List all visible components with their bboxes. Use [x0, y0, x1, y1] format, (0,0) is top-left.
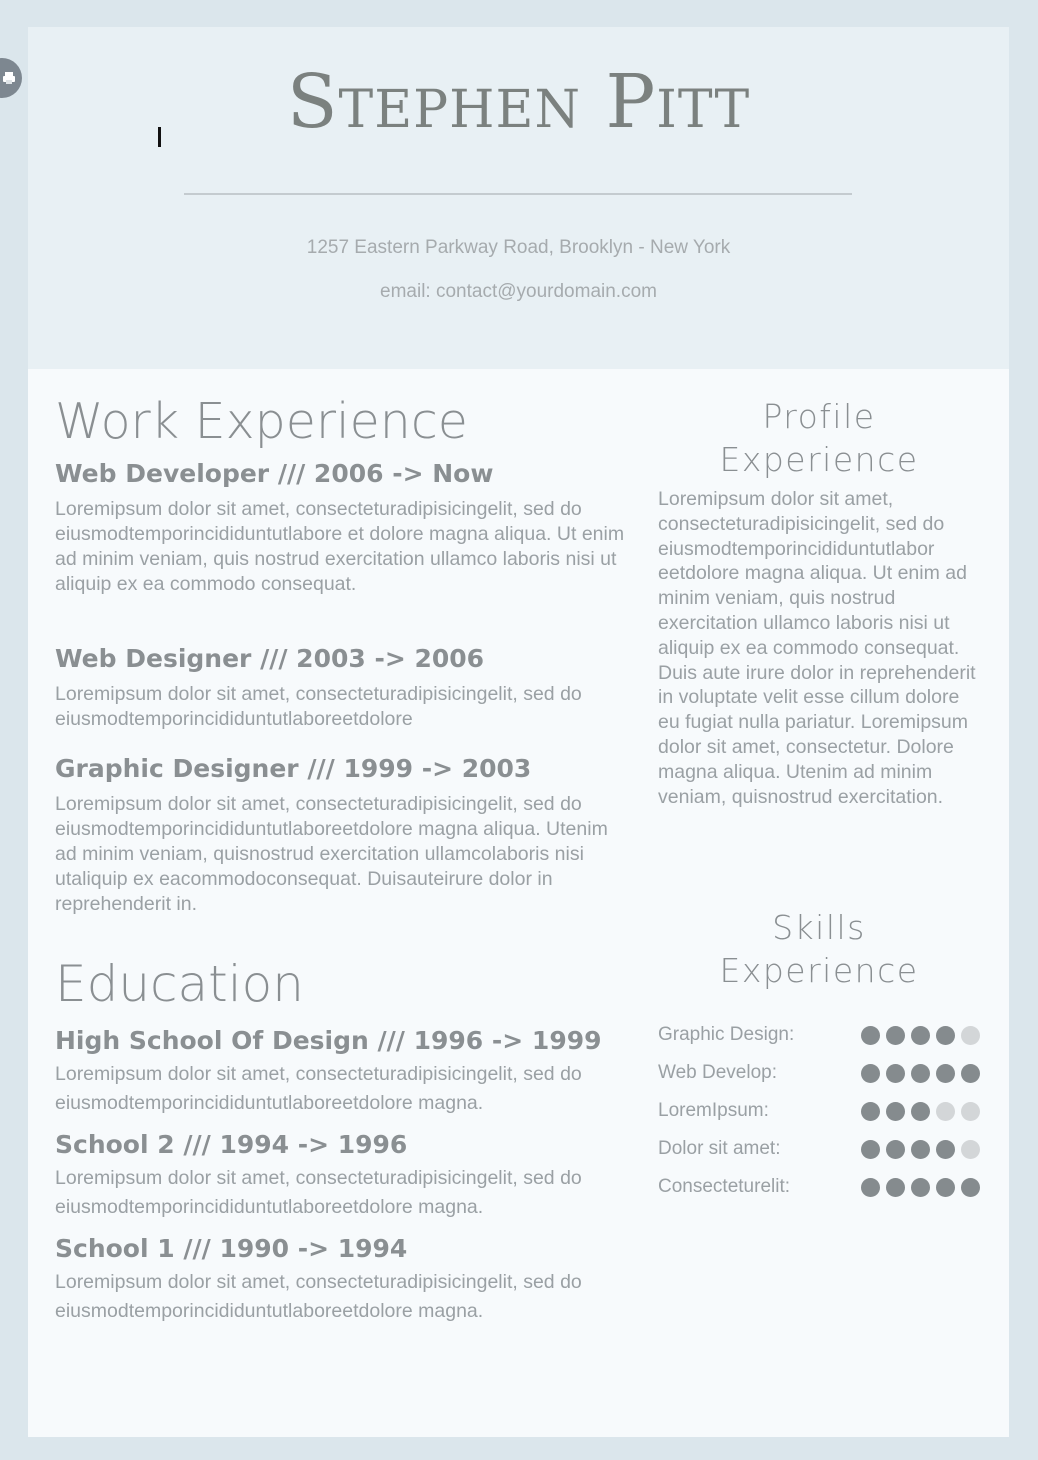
school-title: School 1 /// 1990 -> 1994	[55, 1233, 408, 1263]
side-tab-button[interactable]	[0, 58, 22, 98]
skill-rating	[861, 1102, 980, 1121]
skill-dot-filled	[961, 1178, 980, 1197]
skills-heading-line-2: Experience	[719, 951, 919, 991]
skill-dot-filled	[861, 1026, 880, 1045]
side-column	[658, 395, 980, 1206]
school-title: School 2 /// 1994 -> 1996	[55, 1129, 408, 1159]
skills-heading	[658, 906, 980, 992]
main-column	[55, 395, 625, 1338]
education-entry	[55, 1234, 625, 1326]
school-description: Loremipsum dolor sit amet, consecteturadipisicingelit, sed do eiusmodtemporincididuntutlaboreetdolore magna.	[55, 1062, 582, 1114]
skill-dot-empty	[936, 1102, 955, 1121]
skill-dot-filled	[911, 1140, 930, 1159]
resume-header	[28, 27, 1009, 369]
skill-dot-filled	[886, 1102, 905, 1121]
profile-text: Loremipsum dolor sit amet, consecteturadipisicingelit, sed do eiusmodtemporincididuntutlabor eetdolore magna aliqua. Ut enim ad minim veniam, quis nostrud exercitation ullamco laboris nisi ut aliquip ex ea commodo consequat. Duis aute irure dolor in reprehenderit in voluptate velit esse cillum dolore eu fugiat nulla pariatur. Loremipsum dolor sit amet, consectetur. Dolore magna aliqua. Utenim ad minim veniam, quisnostrud exercitation.	[658, 488, 976, 808]
skill-name: LoremIpsum:	[658, 1100, 769, 1122]
skill-dot-empty	[961, 1026, 980, 1045]
skill-dot-filled	[911, 1064, 930, 1083]
skill-name: Consecteturelit:	[658, 1176, 791, 1198]
skill-dot-filled	[911, 1178, 930, 1197]
job-entry	[55, 459, 625, 597]
skill-dot-filled	[886, 1064, 905, 1083]
school-description: Loremipsum dolor sit amet, consecteturadipisicingelit, sed do eiusmodtemporincididuntutlaboreetdolore magna.	[55, 1166, 582, 1218]
candidate-name: Stephen Pitt	[286, 59, 751, 145]
skill-name: Graphic Design:	[658, 1024, 795, 1046]
skill-rating	[861, 1026, 980, 1045]
printer-icon	[2, 71, 16, 85]
job-title: Web Designer /// 2003 -> 2006	[55, 643, 485, 673]
contact-email: email: contact@yourdomain.com	[380, 281, 657, 302]
skills-heading-line-1: Skills	[772, 908, 866, 948]
skill-dot-filled	[861, 1102, 880, 1121]
resume-page	[28, 27, 1009, 1437]
job-description: Loremipsum dolor sit amet, consecteturadipisicingelit, sed do eiusmodtemporincididuntutlaboreetdolore magna aliqua. Utenim ad minim veniam, quisnostrud exercitation ullamcolaboris nisi utaliquip ex eacommodoconsequat. Duisauteirure dolor in reprehenderit in.	[55, 792, 608, 915]
contact-address: 1257 Eastern Parkway Road, Brooklyn - New York	[306, 237, 731, 258]
skill-row	[658, 1016, 980, 1054]
job-description: Loremipsum dolor sit amet, consecteturadipisicingelit, sed do eiusmodtemporincididuntutlabore et dolore magna aliqua. Ut enim ad minim veniam, quis nostrud exercitation ullamco laboris nisi ut aliquip ex ea commodo consequat.	[55, 497, 625, 595]
skill-dot-filled	[886, 1178, 905, 1197]
skill-dot-filled	[911, 1102, 930, 1121]
skill-name: Dolor sit amet:	[658, 1138, 781, 1160]
header-divider	[184, 193, 852, 195]
skill-dot-filled	[861, 1064, 880, 1083]
skill-dot-filled	[936, 1178, 955, 1197]
skill-dot-filled	[886, 1026, 905, 1045]
skill-rating	[861, 1064, 980, 1083]
education-entry	[55, 1130, 625, 1222]
education-entry	[55, 1026, 625, 1118]
skill-dot-empty	[961, 1102, 980, 1121]
skill-name: Web Develop:	[658, 1062, 777, 1084]
school-title: High School Of Design /// 1996 -> 1999	[55, 1025, 602, 1055]
profile-heading	[658, 395, 980, 481]
skill-dot-filled	[861, 1140, 880, 1159]
skill-row	[658, 1130, 980, 1168]
profile-heading-line-1: Profile	[762, 397, 876, 436]
skill-dot-filled	[861, 1178, 880, 1197]
skill-dot-filled	[886, 1140, 905, 1159]
job-entry	[55, 754, 625, 917]
skills-list	[658, 1016, 980, 1206]
skill-dot-filled	[936, 1064, 955, 1083]
job-title: Web Developer /// 2006 -> Now	[55, 458, 494, 488]
skill-row	[658, 1054, 980, 1092]
skill-dot-empty	[961, 1140, 980, 1159]
job-description: Loremipsum dolor sit amet, consecteturadipisicingelit, sed do eiusmodtemporincididuntutlaboreetdolore	[55, 682, 582, 730]
skill-dot-filled	[961, 1064, 980, 1083]
skill-rating	[861, 1140, 980, 1159]
skill-dot-filled	[911, 1026, 930, 1045]
work-experience-heading: Work Experience	[55, 393, 468, 450]
school-description: Loremipsum dolor sit amet, consecteturadipisicingelit, sed do eiusmodtemporincididuntutlaboreetdolore magna.	[55, 1270, 582, 1322]
skill-dot-filled	[936, 1140, 955, 1159]
job-entry	[55, 644, 625, 732]
profile-heading-line-2: Experience	[719, 440, 919, 479]
skill-rating	[861, 1178, 980, 1197]
skill-row	[658, 1168, 980, 1206]
skill-row	[658, 1092, 980, 1130]
job-title: Graphic Designer /// 1999 -> 2003	[55, 753, 532, 783]
education-heading: Education	[55, 954, 304, 1013]
skill-dot-filled	[936, 1026, 955, 1045]
